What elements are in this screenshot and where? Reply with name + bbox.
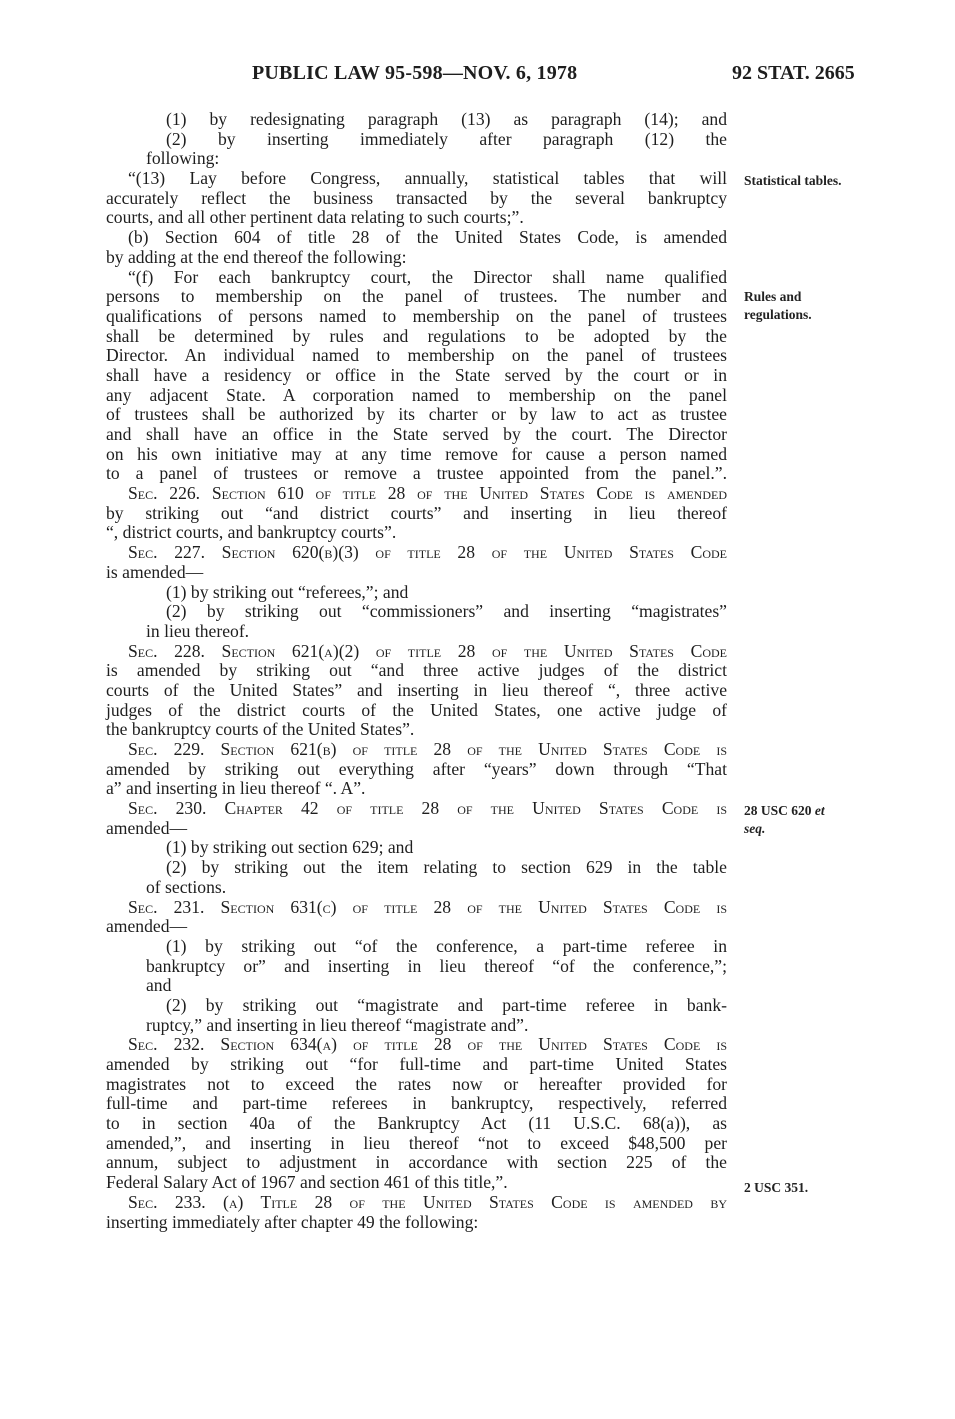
text-line: courts of the United States” and inserting in lieu thereof “, three active [106,679,727,700]
text-line: (1) by striking out “referees,”; and [166,581,409,602]
margin-note-italic: seq. [744,821,766,836]
text-line: any adjacent State. A corporation named to membership on the panel [106,384,727,405]
margin-note-2-usc-351: 2 USC 351. [744,1180,809,1195]
text-line: Sec. 227. Section 620(b)(3) of title 28 of the United States Code [128,542,727,563]
text-line: Sec. 233. (a) Title 28 of the United States Code is amended by [128,1191,727,1212]
text-line: the bankruptcy courts of the United States”. [106,719,415,740]
text-line: bankruptcy or” and inserting in lieu thereof “of the conference,”; [146,955,727,976]
page-header-title: PUBLIC LAW 95-598—NOV. 6, 1978 [252,62,578,84]
text-line: full-time and part-time referees in bankruptcy, respectively, referred [106,1093,727,1114]
text-line: of sections. [146,876,227,897]
text-line: shall have a residency or office in the State served by the court or in [106,364,727,385]
statute-body [106,110,727,1232]
text-line: “(f) For each bankruptcy court, the Director shall name qualified [128,266,727,287]
text-line: shall be determined by rules and regulations to be adopted by the [106,325,727,346]
text-line: (2) by striking out the item relating to section 629 in the table [166,857,727,878]
text-line: is amended— [106,561,204,582]
margin-note-text: 28 USC 620 [744,803,815,818]
text-line: Federal Salary Act of 1967 and section 461 of this title,”. [106,1172,508,1193]
text-line: to in section 40a of the Bankruptcy Act (11 U.S.C. 68(a)), as [106,1113,727,1134]
text-line: in lieu thereof. [146,620,250,641]
text-line: amended,”, and inserting in lieu thereof “not to exceed $48,500 per [106,1132,727,1153]
text-line: Sec. 229. Section 621(b) of title 28 of the United States Code is [128,739,727,759]
text-line: “, district courts, and bankruptcy courts”. [106,522,397,543]
text-line: “(13) Lay before Congress, annually, statistical tables that will [128,168,727,189]
text-line: (1) by striking out section 629; and [166,837,414,858]
margin-note-line: Rules and [744,289,802,304]
text-line: is amended by striking out “and three active judges of the district [106,660,727,681]
margin-note-28-usc-620 [744,802,825,838]
text-line: Sec. 230. Chapter 42 of title 28 of the United States Code is [128,798,727,819]
text-line: amended— [106,817,188,838]
text-line: and [146,975,172,996]
text-line: ruptcy,” and inserting in lieu thereof “magistrate and”. [146,1014,529,1035]
text-line: (2) by inserting immediately after paragraph (12) the [166,128,727,149]
text-line: (2) by striking out “magistrate and part-time referee in bank- [166,994,727,1015]
text-line: (b) Section 604 of title 28 of the United States Code, is amended [128,227,727,248]
page-header-stat: 92 STAT. 2665 [732,62,855,84]
text-line: Sec. 232. Section 634(a) of title 28 of the United States Code is [128,1034,727,1055]
text-line: a” and inserting in lieu thereof “. A”. [106,778,366,799]
text-line: Sec. 231. Section 631(c) of title 28 of the United States Code is [128,896,727,917]
text-line: courts, and all other pertinent data relating to such courts;”. [106,207,524,228]
text-line: amended by striking out “for full-time and part-time United States [106,1054,727,1074]
text-line: Director. An individual named to membership on the panel of trustees [106,345,727,366]
text-line: amended— [106,916,188,937]
text-line: Sec. 226. Section 610 of title 28 of the United States Code is amended [128,483,727,504]
text-line: accurately reflect the business transacted by the several bankruptcy [106,187,727,208]
text-line: annum, subject to adjustment in accordance with section 225 of the [106,1152,727,1173]
text-line: qualifications of persons named to membership on the panel of trustees [106,305,727,326]
text-line: following: [146,148,220,169]
text-line: and shall have an office in the State served by the court. The Director [106,424,727,444]
margin-note-rules-regulations [744,288,812,324]
text-line: magistrates not to exceed the rates now or hereafter provided for [106,1073,727,1094]
text-line: (1) by striking out “of the conference, a part-time referee in [166,935,727,956]
margin-note-italic: et [814,803,825,818]
text-line: on his own initiative may at any time remove for cause a person named [106,443,727,464]
text-line: to a panel of trustees or remove a trustee appointed from the panel.”. [106,463,727,484]
text-line: judges of the district courts of the United States, one active judge of [106,699,727,720]
text-line: inserting immediately after chapter 49 the following: [106,1211,479,1232]
margin-note-statistical-tables: Statistical tables. [744,173,842,188]
text-line: by adding at the end thereof the following: [106,246,407,267]
margin-note-line [744,802,825,820]
text-line: amended by striking out everything after “years” down through “That [106,758,727,779]
text-line: persons to membership on the panel of trustees. The number and [106,286,727,307]
text-line: Sec. 228. Section 621(a)(2) of title 28 of the United States Code [128,640,727,661]
text-line: by striking out “and district courts” and inserting in lieu thereof [106,502,727,523]
margin-note-line: regulations. [744,307,812,322]
text-line: (2) by striking out “commissioners” and inserting “magistrates” [166,601,727,622]
text-line: of trustees shall be authorized by its charter or by law to act as trustee [106,404,727,425]
text-line: (1) by redesignating paragraph (13) as paragraph (14); and [166,109,727,129]
